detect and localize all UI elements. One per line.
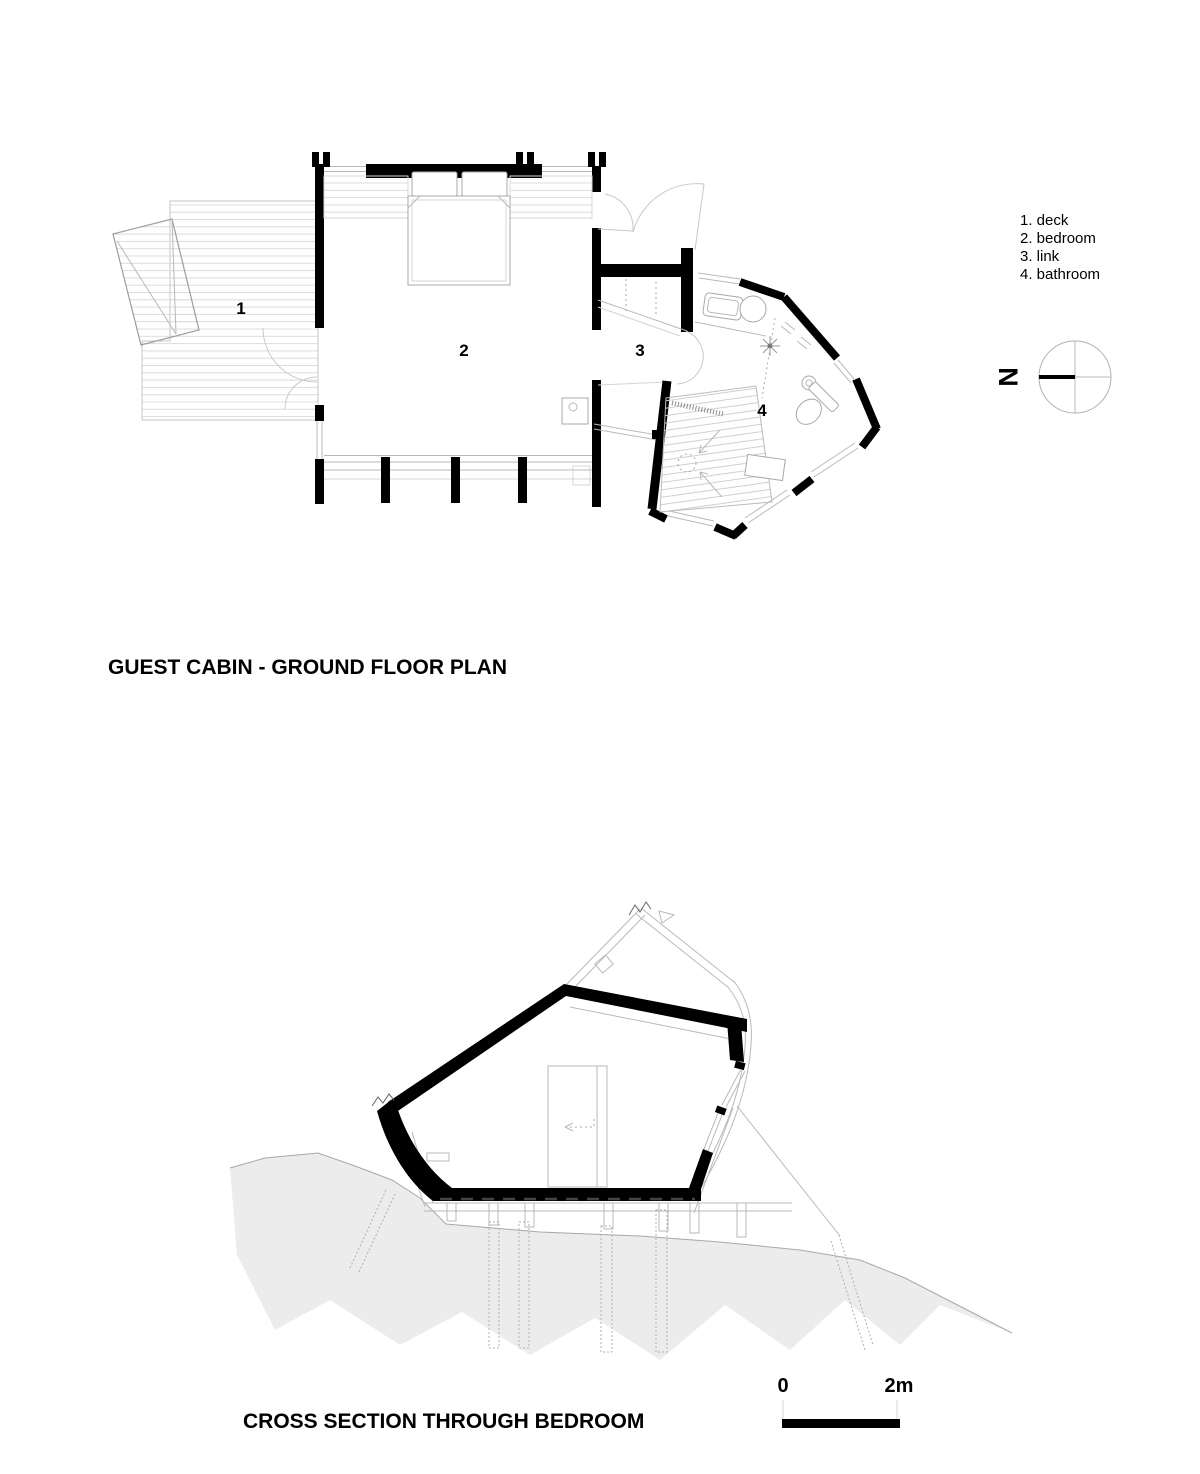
deck-area bbox=[113, 201, 318, 420]
scale-bar bbox=[777, 1375, 913, 1428]
link-post bbox=[681, 248, 693, 332]
legend-item: 3. link bbox=[1020, 248, 1060, 265]
plan-title: GUEST CABIN - GROUND FLOOR PLAN bbox=[108, 656, 507, 679]
toilet bbox=[787, 381, 839, 433]
north-arrow bbox=[993, 341, 1111, 413]
room-label-deck: 1 bbox=[236, 299, 246, 318]
window-mullion bbox=[381, 457, 390, 503]
shower-curtain-line bbox=[762, 318, 775, 398]
north-letter: N bbox=[993, 367, 1023, 387]
shower-head-icon bbox=[760, 336, 780, 356]
roof-band bbox=[388, 984, 747, 1113]
bathroom-wall bbox=[740, 282, 784, 297]
bathroom-door-arc bbox=[677, 331, 703, 384]
floor-plan bbox=[108, 152, 1111, 679]
link-wall bbox=[592, 264, 688, 277]
scale-start-label: 0 bbox=[777, 1375, 789, 1397]
stove bbox=[562, 398, 590, 485]
shower-deck bbox=[660, 386, 772, 512]
window-mullion bbox=[518, 457, 527, 503]
entry-door-arc-large bbox=[633, 184, 704, 232]
room-label-bathroom: 4 bbox=[757, 401, 767, 420]
roof-finial bbox=[659, 911, 674, 923]
legend-item: 1. deck bbox=[1020, 212, 1069, 229]
cross-section bbox=[230, 902, 1012, 1433]
section-structure bbox=[402, 902, 840, 1236]
window-mullion bbox=[451, 457, 460, 503]
mattress bbox=[408, 196, 510, 285]
scale-end-label: 2m bbox=[884, 1375, 914, 1397]
section-door bbox=[548, 1066, 607, 1187]
section-envelope bbox=[372, 984, 747, 1201]
ledge bbox=[427, 1153, 449, 1161]
room-label-bedroom: 2 bbox=[459, 341, 469, 360]
legend-item: 2. bedroom bbox=[1020, 230, 1096, 247]
section-title: CROSS SECTION THROUGH BEDROOM bbox=[243, 1410, 645, 1433]
scale-bar-rule bbox=[782, 1419, 900, 1428]
legend-item: 4. bathroom bbox=[1020, 266, 1101, 283]
legend bbox=[1020, 212, 1100, 283]
bedroom-east-wall bbox=[592, 166, 601, 192]
basin bbox=[740, 296, 766, 322]
bedroom-window-wall bbox=[324, 456, 592, 504]
entry-door-arc-small bbox=[605, 194, 633, 231]
bed bbox=[408, 172, 510, 285]
pillow-right bbox=[462, 172, 507, 196]
vanity-counter bbox=[703, 292, 744, 320]
pillow-left bbox=[412, 172, 457, 196]
bedroom-area bbox=[312, 152, 606, 507]
bedroom-west-wall bbox=[315, 164, 324, 328]
room-label-link: 3 bbox=[635, 341, 645, 360]
terrain bbox=[230, 1153, 1012, 1360]
